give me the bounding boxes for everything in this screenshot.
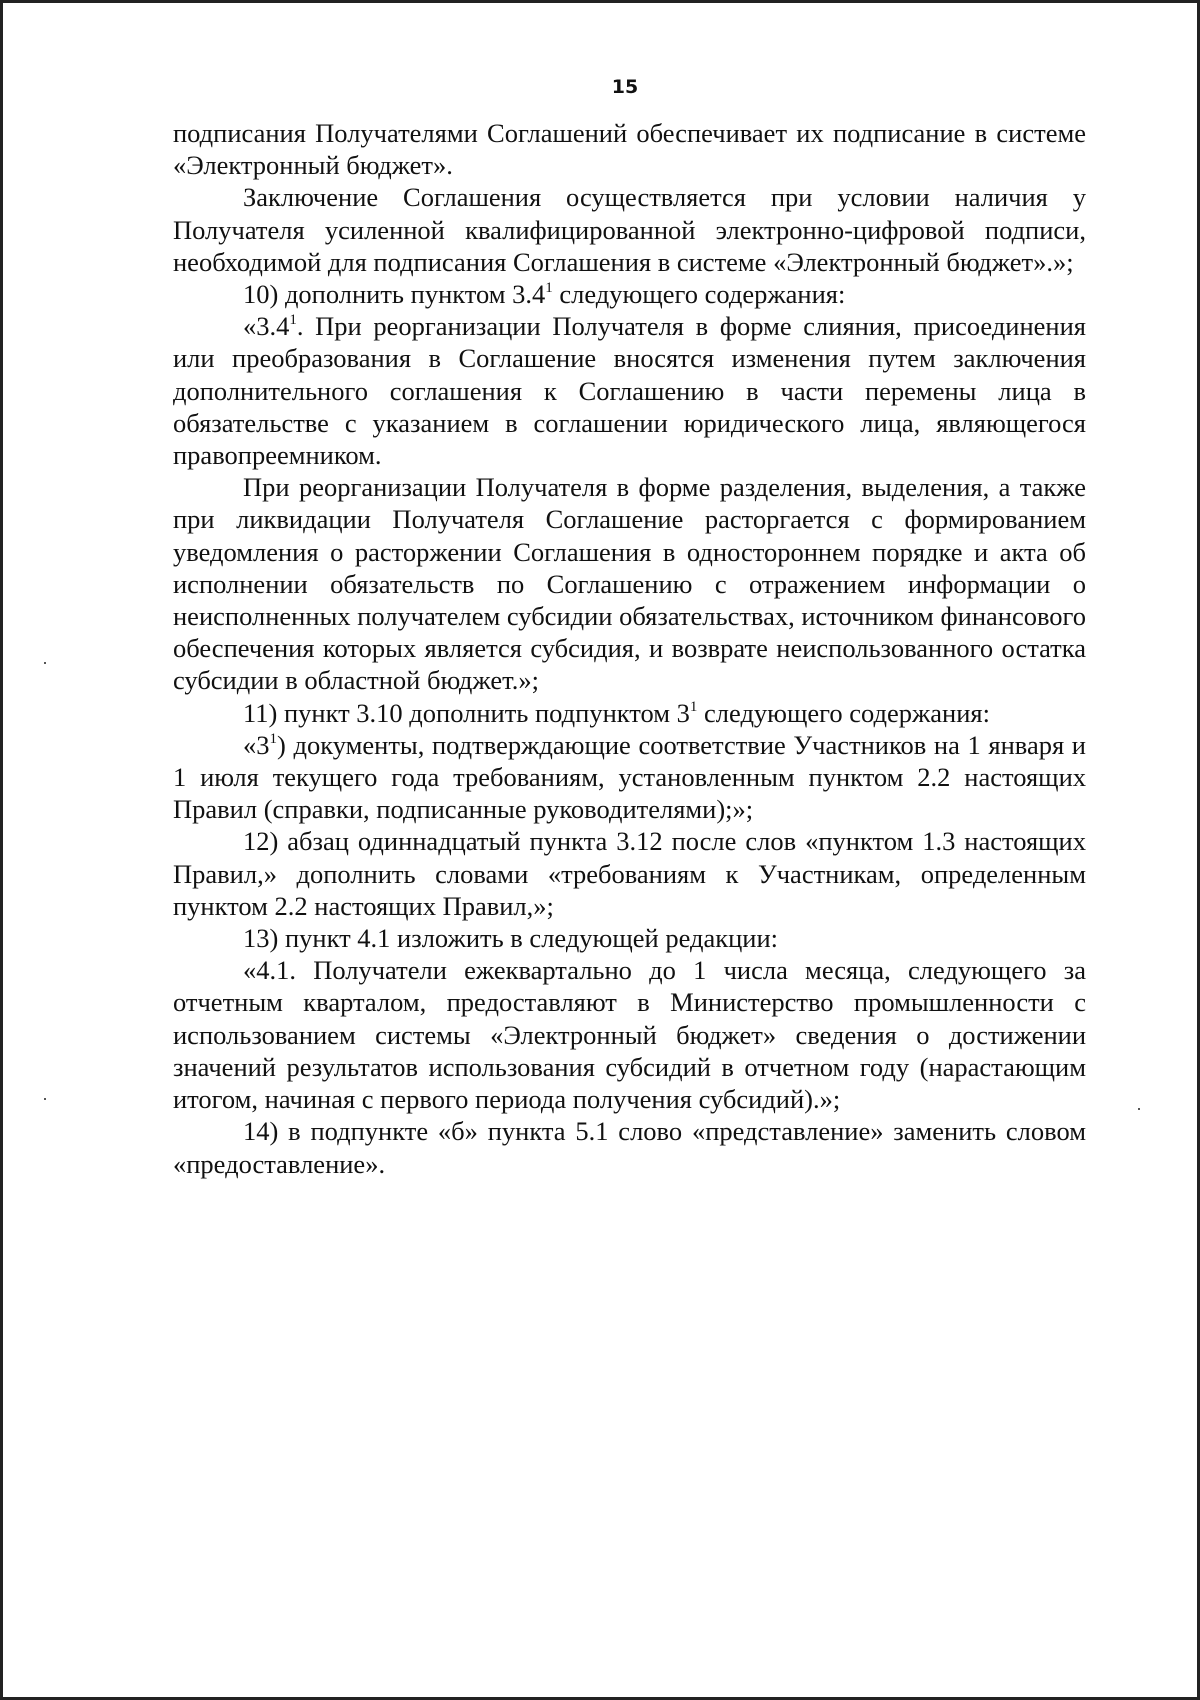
paragraph-1: подписания Получателями Соглашений обеспечивает их подписание в системе «Электронный бюджет».	[173, 118, 1086, 181]
paragraph-4	[173, 310, 1086, 471]
document-body	[173, 117, 1086, 1180]
scan-artifact	[44, 662, 46, 664]
paragraph-6	[173, 697, 1086, 729]
paragraph-2: Заключение Соглашения осуществляется при условии наличия у Получателя усиленной квалифицированной электронно-цифровой подписи, необходимой для подписания Соглашения в системе «Электронный бюджет».»;	[173, 182, 1086, 277]
paragraph-4-text-rest: . При реорганизации Получателя в форме слияния, присоединения или преобразования в Соглашение вносятся изменения путем заключения дополнительного соглашения к Соглашению в части перемены лица в обязательстве с указанием в соглашении юридического лица, являющегося правопреемником.	[173, 311, 1086, 471]
paragraph-9: 13) пункт 4.1 изложить в следующей редакции:	[243, 923, 779, 954]
scan-artifact	[44, 1098, 46, 1100]
paragraph-3-text-rest: следующего содержания:	[552, 279, 846, 310]
paragraph-3-text: 10) дополнить пунктом 3.4	[243, 279, 546, 310]
paragraph-11: 14) в подпункте «б» пункта 5.1 слово «представление» заменить словом «предоставление».	[173, 1116, 1086, 1179]
superscript: 1	[269, 730, 277, 747]
paragraph-7-text: «3	[243, 729, 270, 760]
superscript: 1	[289, 312, 297, 329]
paragraph-5: При реорганизации Получателя в форме разделения, выделения, а также при ликвидации Получателя Соглашение расторгается с формированием уведомления о расторжении Соглашения в одностороннем порядке и акта об исполнении обязательств по Соглашению с отражением информации о неисполненных получателем субсидии обязательствах, источником финансового обеспечения которых является субсидия, и возврате неиспользованного остатка субсидии в областной бюджет.»;	[173, 472, 1086, 696]
paragraph-8: 12) абзац одиннадцатый пункта 3.12 после слов «пунктом 1.3 настоящих Правил,» дополнить словами «требованиям к Участникам, определенным пунктом 2.2 настоящих Правил,»;	[173, 826, 1086, 921]
paragraph-6-text: 11) пункт 3.10 дополнить подпунктом 3	[243, 697, 690, 728]
paragraph-10: «4.1. Получатели ежеквартально до 1 числа месяца, следующего за отчетным кварталом, предоставляют в Министерство промышленности с использованием системы «Электронный бюджет» сведения о достижении значений результатов использования субсидий в отчетном году (нарастающим итогом, начиная с первого периода получения субсидий).»;	[173, 955, 1086, 1115]
paragraph-7-text-rest: ) документы, подтверждающие соответствие Участников на 1 января и 1 июля текущего года требованиям, установленным пунктом 2.2 настоящих Правил (справки, подписанные руководителями);»;	[173, 729, 1086, 825]
paragraph-4-text: «3.4	[243, 311, 290, 342]
paragraph-6-text-rest: следующего содержания:	[697, 697, 990, 728]
superscript: 1	[545, 280, 553, 297]
scan-artifact	[1138, 1108, 1140, 1110]
superscript: 1	[689, 698, 698, 715]
paragraph-3	[173, 278, 1086, 310]
page-number: 15	[611, 76, 639, 98]
paragraph-7	[173, 729, 1086, 826]
